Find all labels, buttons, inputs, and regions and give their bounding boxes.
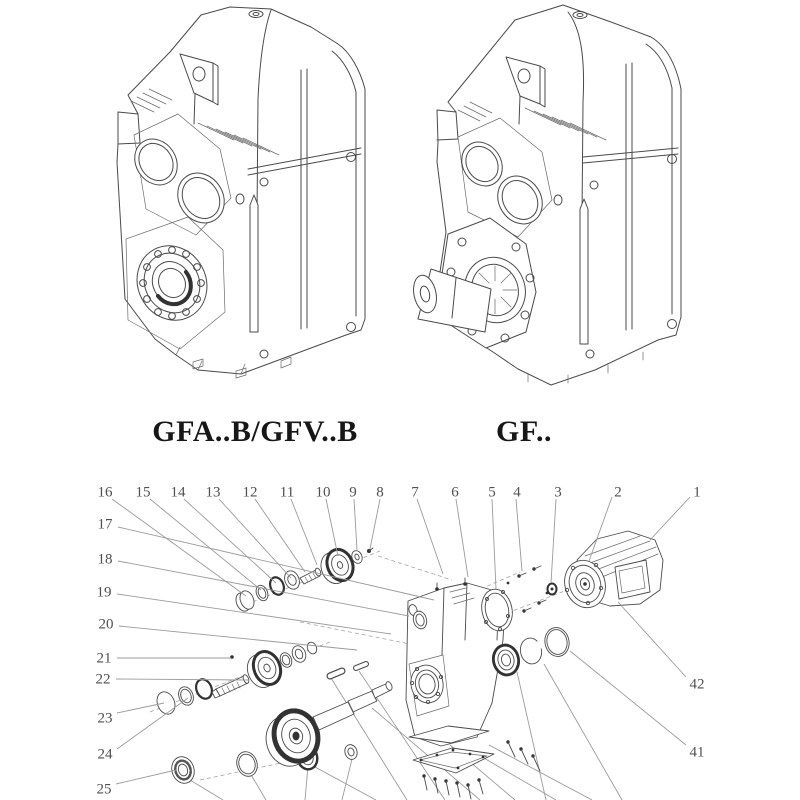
part-number-1: 1 (693, 484, 701, 501)
callouts-layer (96, 485, 705, 798)
leader-line-part-10 (326, 499, 338, 556)
part-number-17: 17 (97, 516, 113, 533)
leader-line-part-5 (492, 499, 496, 589)
part-number-18: 18 (97, 551, 113, 568)
part-number-12: 12 (242, 484, 258, 501)
leader-line-part-41 (570, 651, 686, 745)
part-number-24: 24 (97, 746, 113, 763)
leader-line-part-7 (417, 499, 443, 574)
part-number-4: 4 (513, 484, 521, 501)
washer (306, 641, 319, 655)
part-number-42: 42 (689, 676, 705, 693)
part-number-10: 10 (315, 484, 331, 501)
part-number-11: 11 (279, 484, 295, 501)
cover-plate (413, 748, 494, 773)
part-number-5: 5 (488, 484, 496, 501)
leader-line-part-1 (650, 497, 690, 540)
leader-line-part-25 (116, 770, 176, 784)
flange-bolts (507, 566, 549, 613)
bearing (290, 644, 308, 665)
gfab-housing (117, 7, 365, 378)
part-number-23: 23 (97, 710, 113, 727)
part-number-20: 20 (98, 616, 114, 633)
leader-line-part-22 (116, 679, 248, 680)
snap-ring (518, 636, 544, 666)
leader-line-part-4 (516, 499, 522, 571)
part-number-22: 22 (95, 671, 111, 688)
seal-ring (193, 677, 214, 701)
bushing (548, 584, 557, 595)
leader-line-part-12 (255, 499, 305, 572)
input-shaft-parts-row (233, 545, 373, 613)
oil-seal-large (154, 689, 178, 717)
leader-line-part-8 (370, 499, 380, 549)
leader-line-part-9 (354, 499, 357, 550)
part-number-9: 9 (349, 484, 357, 501)
leader-line-part-3 (551, 499, 556, 583)
part-number-21: 21 (96, 650, 112, 667)
part-number-6: 6 (451, 484, 459, 501)
part-number-15: 15 (135, 484, 151, 501)
output-shaft (313, 702, 354, 730)
cover-bolts (422, 740, 540, 799)
ball-bearing (168, 754, 197, 786)
exploded-diagram (0, 470, 800, 800)
leader-line-part-11 (291, 499, 317, 565)
part-number-3: 3 (554, 484, 562, 501)
part-number-14: 14 (170, 484, 186, 501)
gearbox-drawing-gfab (98, 2, 383, 396)
part-number-16: 16 (97, 484, 113, 501)
washer (343, 743, 359, 761)
part-number-19: 19 (96, 584, 112, 601)
part-number-8: 8 (376, 484, 384, 501)
part-number-25: 25 (96, 781, 112, 798)
gearbox-housing (406, 578, 540, 799)
motor (559, 531, 663, 613)
part-number-41: 41 (689, 744, 705, 761)
part-number-13: 13 (205, 484, 221, 501)
leader-line-part-42 (618, 602, 686, 677)
small-bolt (230, 655, 234, 659)
ring (234, 749, 261, 779)
caption-right-model: GF.. (496, 415, 552, 448)
gf-housing (410, 5, 681, 385)
caption-left-model: GFA..B/GFV..B (152, 415, 358, 448)
part-number-7: 7 (411, 484, 419, 501)
leader-line-part-20 (119, 626, 357, 650)
motor-side-parts (478, 531, 663, 677)
leader-line-part-23 (117, 703, 164, 713)
leader-line-part-15 (150, 499, 261, 590)
leader-line-part-18 (118, 561, 409, 616)
leader-line-part-6 (456, 499, 468, 577)
part-number-2: 2 (614, 484, 622, 501)
gearbox-drawing-gf (408, 2, 708, 396)
leader-line-part-13 (219, 499, 291, 578)
